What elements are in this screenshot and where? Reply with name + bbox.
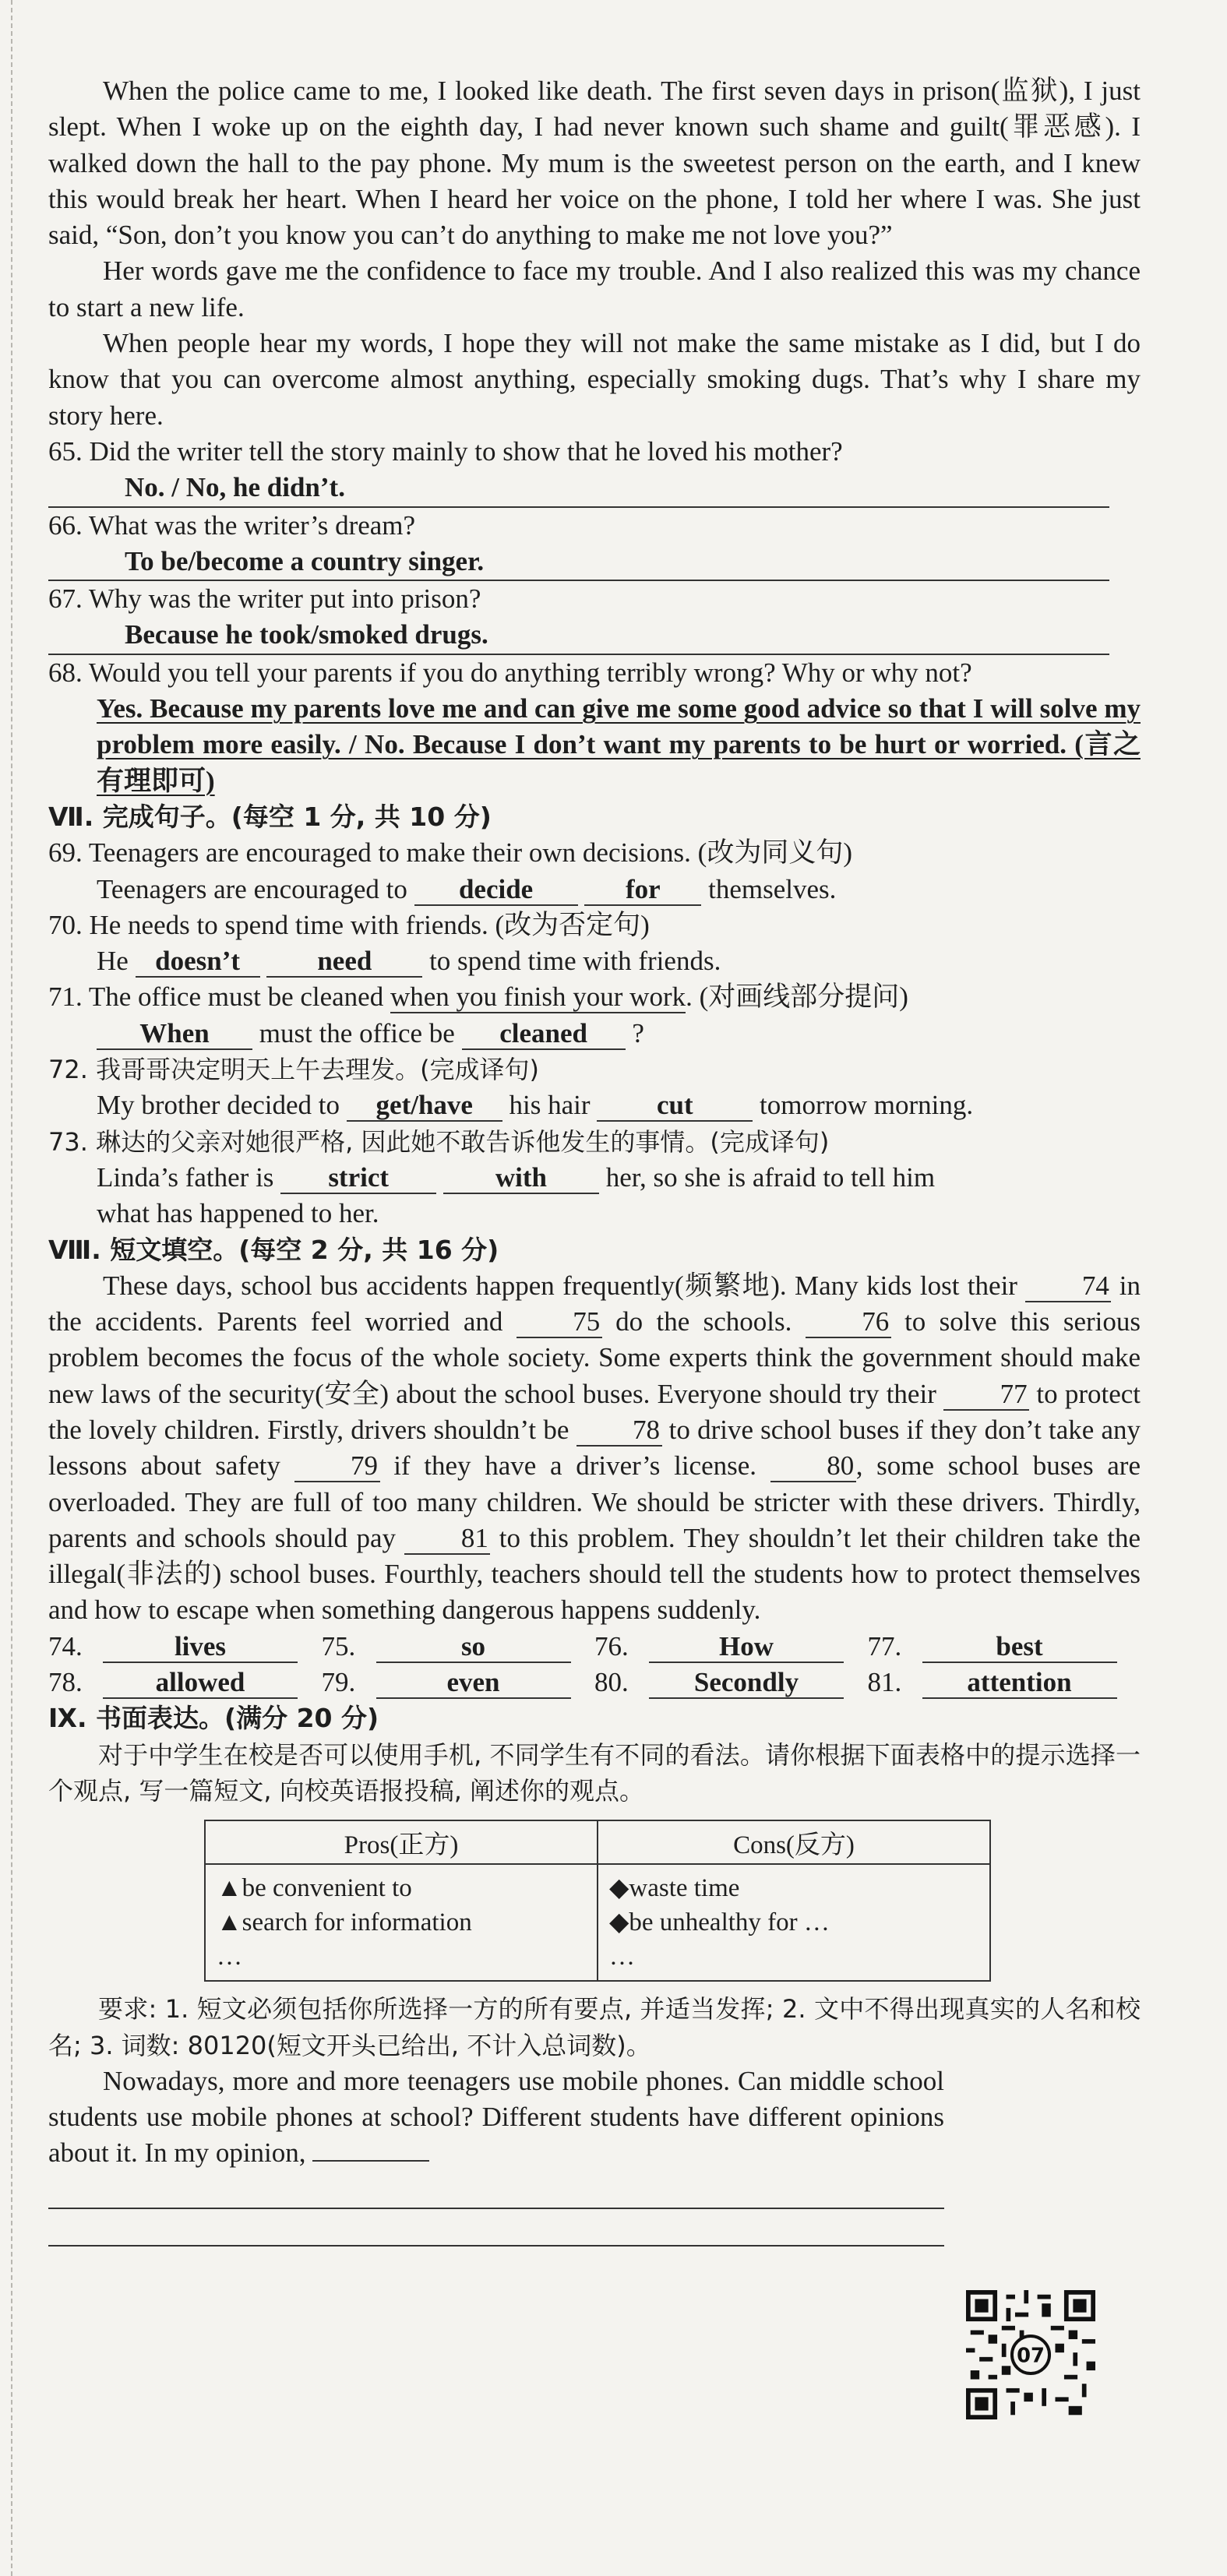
writing-requirements: 要求: 1. 短文必须包括你所选择一方的所有要点, 并适当发挥; 2. 文中不得出现真实的人名和校名; 3. 词数: 80120(短文开头已给出, 不计入总词数)。 — [48, 1994, 1141, 2060]
q71-middle: must the office be — [259, 1017, 455, 1048]
q70-blank-1: doesn’t — [136, 946, 260, 978]
q70-prefix: He — [97, 946, 129, 977]
section-7-title: Ⅶ. 完成句子。(每空 1 分, 共 10 分) — [48, 801, 492, 832]
q72-suffix: tomorrow morning. — [760, 1090, 974, 1121]
cloze-text: in the accidents. Parents feel worried and — [48, 1270, 1141, 1337]
cloze-answer-78 — [48, 1665, 322, 1700]
question-72-answer-line — [48, 1087, 1141, 1123]
question-73-tail: what has happened to her. — [97, 1198, 379, 1229]
cons-header: Cons(反方) — [598, 1820, 990, 1864]
question-69-stem: 69. Teenagers are encouraged to make their own decisions. (改为同义句) — [48, 837, 852, 869]
answer-number: 75. — [321, 1630, 356, 1662]
answer-number: 74. — [48, 1630, 83, 1662]
answer-text: best — [922, 1632, 1117, 1663]
cloze-text: if they have a driver’s license. — [379, 1450, 770, 1482]
question-71-stem — [48, 979, 1141, 1015]
passage-paragraph-3: When people hear my words, I hope they will not make the same mistake as I did, but I do know that you can overcome almost anything, especially smoking dugs. That’s why I share my story here. — [48, 328, 1141, 431]
section-8-title: Ⅷ. 短文填空。(每空 2 分, 共 16 分) — [48, 1234, 499, 1265]
answer-65: No. / No, he didn’t. — [48, 470, 1109, 507]
pros-cell — [205, 1864, 598, 1981]
pros-header: Pros(正方) — [205, 1820, 598, 1864]
question-72-stem: 72. 我哥哥决定明天上午去理发。(完成译句) — [48, 1055, 540, 1085]
q72-prefix: My brother decided to — [97, 1090, 340, 1121]
q73-blank-1: strict — [280, 1163, 436, 1194]
writing-prompt: 对于中学生在校是否可以使用手机, 不同学生有不同的看法。请你根据下面表格中的提示选择一个观点, 写一篇短文, 向校英语报投稿, 阐述你的观点。 — [48, 1739, 1141, 1806]
question-71-answer-line — [48, 1016, 1141, 1052]
q72-blank-1: get/have — [347, 1091, 502, 1122]
q73-blank-2: with — [443, 1163, 599, 1194]
answer-text: lives — [103, 1632, 298, 1663]
answer-text: even — [376, 1668, 571, 1699]
cloze-blank-75: 75 — [517, 1307, 602, 1338]
answer-number: 81. — [867, 1667, 902, 1698]
q71-blank-1: When — [97, 1019, 252, 1050]
cloze-text: , some school buses are overloaded. They are full of too many children. We should be stricter with these drivers. Thirdly, parents and schools should pay — [48, 1450, 1141, 1553]
cons-cell — [598, 1864, 990, 1981]
answer-number: 79. — [321, 1667, 356, 1698]
q72-middle: his hair — [509, 1090, 591, 1121]
cloze-text: These days, school bus accidents happen frequently(频繁地). Many kids lost their — [103, 1270, 1026, 1301]
pros-item: ▲be convenient to — [217, 1874, 412, 1903]
answer-text: so — [376, 1632, 571, 1663]
q71-suffix: ? — [632, 1017, 644, 1048]
answer-number: 76. — [594, 1630, 629, 1662]
writing-blank — [312, 2160, 429, 2162]
cloze-blank-78: 78 — [576, 1415, 662, 1447]
q69-blank-1: decide — [414, 875, 578, 906]
q70-blank-2: need — [266, 946, 422, 978]
question-67: 67. Why was the writer put into prison? — [48, 583, 481, 615]
answer-text: attention — [922, 1668, 1117, 1699]
cloze-answer-81 — [868, 1665, 1141, 1700]
worksheet-page — [48, 73, 1141, 2247]
answer-text: allowed — [103, 1668, 298, 1699]
answer-number: 80. — [594, 1667, 629, 1698]
opening-text: Nowadays, more and more teenagers use mobile phones. Can middle school students use mobile phones at school? Different students have different opinions about it. In my opinion, — [48, 2065, 944, 2169]
question-73-answer-line — [48, 1160, 1141, 1196]
q71-blank-2: cleaned — [462, 1019, 626, 1050]
cons-item: ◆be unhealthy for … — [609, 1908, 830, 1937]
q71-stem-start: 71. The office must be cleaned — [48, 981, 390, 1013]
cloze-answer-79 — [322, 1665, 595, 1700]
q71-underlined-part: when you finish your work — [390, 981, 686, 1013]
q70-suffix: to spend time with friends. — [429, 946, 721, 977]
cloze-answer-75 — [322, 1629, 595, 1665]
q69-blank-2: for — [584, 875, 701, 906]
q73-prefix: Linda’s father is — [97, 1161, 274, 1193]
section-9-title: Ⅸ. 书面表达。(满分 20 分) — [48, 1703, 379, 1734]
binding-dashed-line — [11, 0, 12, 2576]
writing-opening — [48, 2063, 944, 2172]
cloze-answers-row-1 — [48, 1629, 1141, 1665]
cons-item: … — [609, 1943, 635, 1972]
question-68: 68. Would you tell your parents if you do anything terribly wrong? Why or why not? — [48, 657, 972, 688]
cloze-blank-76: 76 — [806, 1307, 891, 1338]
pros-cons-table — [204, 1820, 991, 1982]
cloze-blank-77: 77 — [943, 1380, 1029, 1411]
cons-item: ◆waste time — [609, 1874, 740, 1903]
writing-line-1 — [48, 2172, 944, 2209]
cloze-answer-77 — [868, 1629, 1141, 1665]
pros-item: … — [217, 1943, 242, 1972]
question-73-stem: 73. 琳达的父亲对她很严格, 因此她不敢告诉他发生的事情。(完成译句) — [48, 1126, 830, 1157]
question-69-answer-line — [48, 872, 1141, 907]
cloze-text: to solve this serious problem becomes the focus of the whole society. Some experts think the government should make new laws of the security(安全) about the school buses. Everyone should try their — [48, 1306, 1141, 1409]
question-66: 66. What was the writer’s dream? — [48, 509, 416, 541]
cloze-text: to drive school buses if they don’t take any lessons about safety — [48, 1414, 1141, 1482]
qr-badge-number: 07 — [1017, 2344, 1045, 2368]
passage-paragraph-1: When the police came to me, I looked like death. The first seven days in prison(监狱), I just slept. When I woke up on the eighth day, I had never known such shame and guilt(罪恶感). I walked down the hall to the pay phone. My mum is the sweetest person on the earth, and I knew this would break her heart. When I heard her voice on the phone, I told her where I was. She just said, “Son, don’t you know you can’t do anything to make me not love you?” — [48, 76, 1141, 251]
cloze-blank-80: 80 — [770, 1451, 856, 1482]
q69-suffix: themselves. — [708, 873, 837, 904]
cloze-blank-81: 81 — [404, 1524, 490, 1555]
q73-suffix: her, so she is afraid to tell him — [605, 1161, 936, 1193]
question-70-answer-line — [48, 943, 1141, 979]
answer-text: Secondly — [649, 1668, 844, 1699]
cloze-answers-row-2 — [48, 1665, 1141, 1700]
cloze-passage — [48, 1268, 1141, 1629]
qr-code — [966, 2290, 1095, 2419]
passage-paragraph-2: Her words gave me the confidence to face my trouble. And I also realized this was my chance to start a new life. — [48, 255, 1141, 322]
cloze-blank-74: 74 — [1025, 1271, 1111, 1302]
answer-number: 77. — [867, 1630, 902, 1662]
cloze-text: to this problem. They shouldn’t let their children take the illegal(非法的) school buses. Fourthly, teachers should tell the students how to protect themselves and how to escape when something dangerous happens suddenly. — [48, 1522, 1141, 1626]
answer-66: To be/become a country singer. — [48, 544, 1109, 581]
cloze-answer-80 — [594, 1665, 868, 1700]
q72-blank-2: cut — [597, 1091, 753, 1122]
cloze-text: to protect the lovely children. Firstly, drivers shouldn’t be — [48, 1378, 1141, 1445]
cloze-answer-74 — [48, 1629, 322, 1665]
question-65: 65. Did the writer tell the story mainly to show that he loved his mother? — [48, 435, 843, 467]
writing-line-2 — [48, 2209, 944, 2247]
answer-67: Because he took/smoked drugs. — [48, 617, 1109, 654]
cloze-text: do the schools. — [601, 1306, 806, 1337]
answer-text: How — [649, 1632, 844, 1663]
answer-68: Yes. Because my parents love me and can give me some good advice so that I will solve my problem more easily. / No. Because I don’t want my parents to be hurt or worried. (言之有理即可) — [97, 693, 1141, 796]
question-70-stem: 70. He needs to spend time with friends. (改为否定句) — [48, 909, 650, 940]
q71-stem-end: . (对画线部分提问) — [686, 981, 908, 1013]
pros-item: ▲search for information — [217, 1908, 472, 1937]
answer-number: 78. — [48, 1667, 83, 1698]
cloze-answer-76 — [594, 1629, 868, 1665]
cloze-blank-79: 79 — [294, 1451, 380, 1482]
q69-prefix: Teenagers are encouraged to — [97, 873, 407, 904]
